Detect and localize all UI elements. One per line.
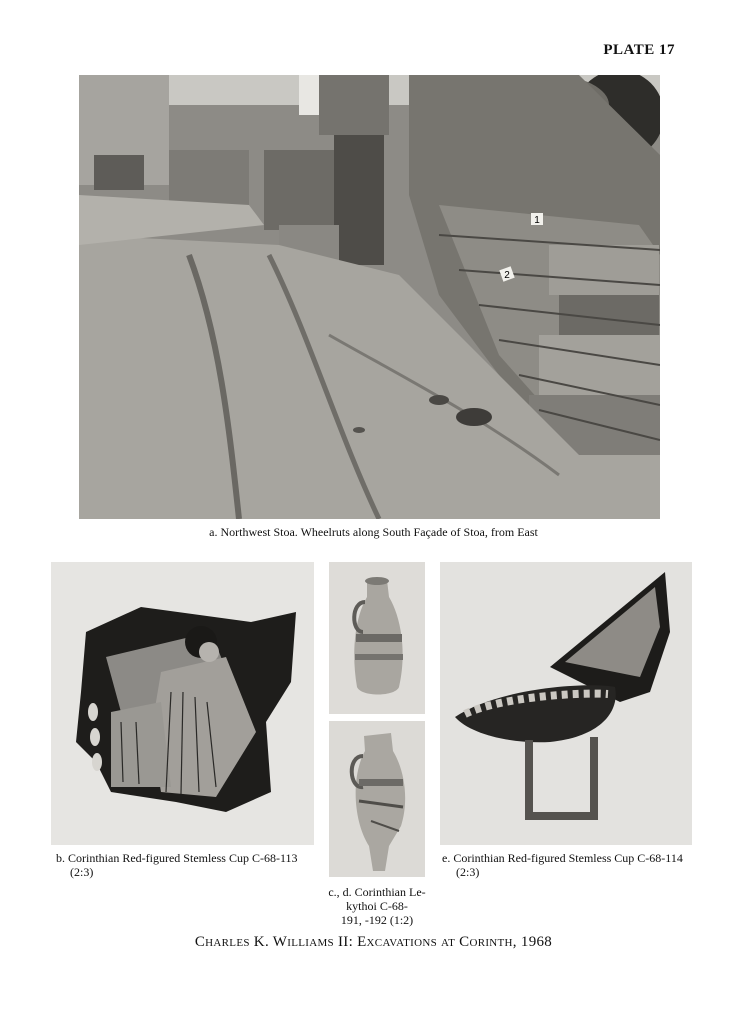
plate-number: PLATE 17 <box>603 42 675 58</box>
caption-b <box>56 851 318 879</box>
caption-e <box>442 851 702 879</box>
marker-2: 2 <box>504 270 510 281</box>
photo-lekythos-c <box>329 562 425 714</box>
caption-b-line1: b. Corinthian Red-figured Stemless Cup C-68-113 <box>56 851 298 865</box>
photo-stoa-wheelruts <box>79 75 660 519</box>
caption-cd-line1: c., d. Corinthian Le- <box>328 885 426 899</box>
caption-b-line2: (2:3) <box>70 865 94 879</box>
page-footer: Charles K. Williams II: Excavations at Corinth, 1968 <box>194 934 553 950</box>
caption-e-line2: (2:3) <box>456 865 480 879</box>
marker-1: 1 <box>534 215 540 226</box>
photo-cup-fragment-b <box>51 562 314 845</box>
caption-cd-line3: 191, -192 (1:2) <box>340 913 414 927</box>
photo-cup-e <box>440 562 692 845</box>
caption-e-line1: e. Corinthian Red-figured Stemless Cup C-68-114 <box>442 851 683 865</box>
caption-cd-line2: kythoi C-68- <box>346 899 408 913</box>
caption-a: a. Northwest Stoa. Wheelruts along South Façade of Stoa, from East <box>209 525 538 539</box>
photo-lekythos-d <box>329 721 425 877</box>
caption-cd <box>318 885 436 927</box>
